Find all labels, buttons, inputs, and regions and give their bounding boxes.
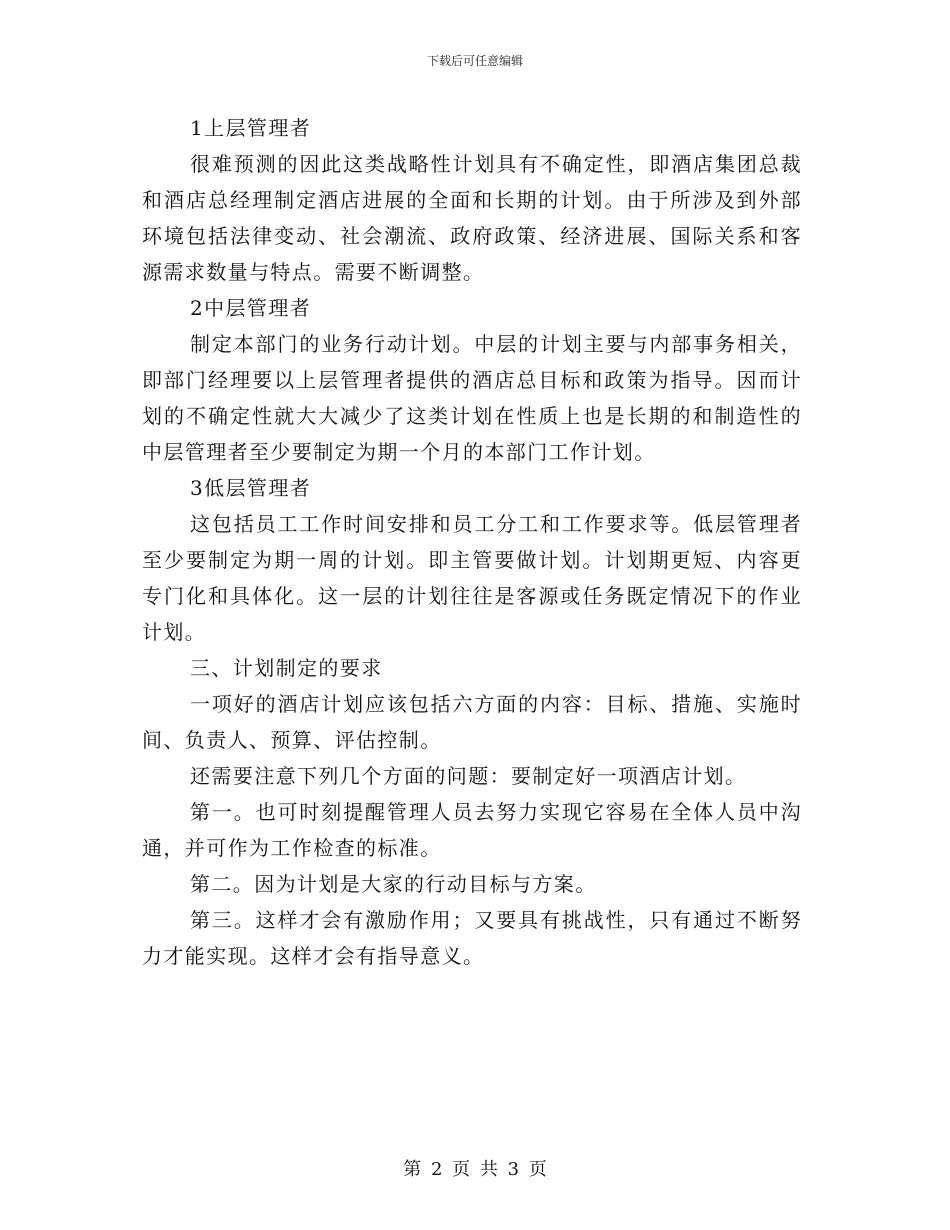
heading-middle-management: 2中层管理者 — [190, 296, 312, 320]
heading-upper-management: 1上层管理者 — [190, 116, 312, 140]
page-header: 下载后可任意编辑 — [426, 54, 523, 68]
heading-planning-requirements: 三、计划制定的要求 — [190, 656, 383, 680]
paragraph-third-point: 第三。这样才会有激励作用；又要具有挑战性，只有通过不断努力才能实现。这样才会有指导意义。 — [142, 908, 802, 968]
paragraph-lower-management: 这包括员工工作时间安排和员工分工和工作要求等。低层管理者至少要制定为期一周的计划。即主管要做计划。计划期更短、内容更专门化和具体化。这一层的计划往往是客源或任务既定情况下的作业计划。 — [142, 512, 802, 644]
paragraph-first-point: 第一。也可时刻提醒管理人员去努力实现它容易在全体人员中沟通，并可作为工作检查的标准。 — [142, 800, 802, 860]
paragraph-middle-management: 制定本部门的业务行动计划。中层的计划主要与内部事务相关，即部门经理要以上层管理者提供的酒店总目标和政策为指导。因而计划的不确定性就大大减少了这类计划在性质上也是长期的和制造性的中层管理者至少要制定为期一个月的本部门工作计划。 — [142, 332, 802, 464]
heading-lower-management: 3低层管理者 — [190, 476, 312, 500]
paragraph-attention-issues: 还需要注意下列几个方面的问题：要制定好一项酒店计划。 — [190, 764, 747, 788]
paragraph-second-point: 第二。因为计划是大家的行动目标与方案。 — [190, 872, 597, 896]
paragraph-upper-management: 很难预测的因此这类战略性计划具有不确定性，即酒店集团总裁和酒店总经理制定酒店进展的全面和长期的计划。由于所涉及到外部环境包括法律变动、社会潮流、政府政策、经济进展、国际关系和客源需求数量与特点。需要不断调整。 — [142, 152, 802, 284]
page-footer: 第 2 页 共 3 页 — [403, 1159, 547, 1180]
paragraph-plan-contents: 一项好的酒店计划应该包括六方面的内容：目标、措施、实施时间、负责人、预算、评估控制。 — [142, 692, 802, 752]
document-body — [142, 110, 802, 974]
